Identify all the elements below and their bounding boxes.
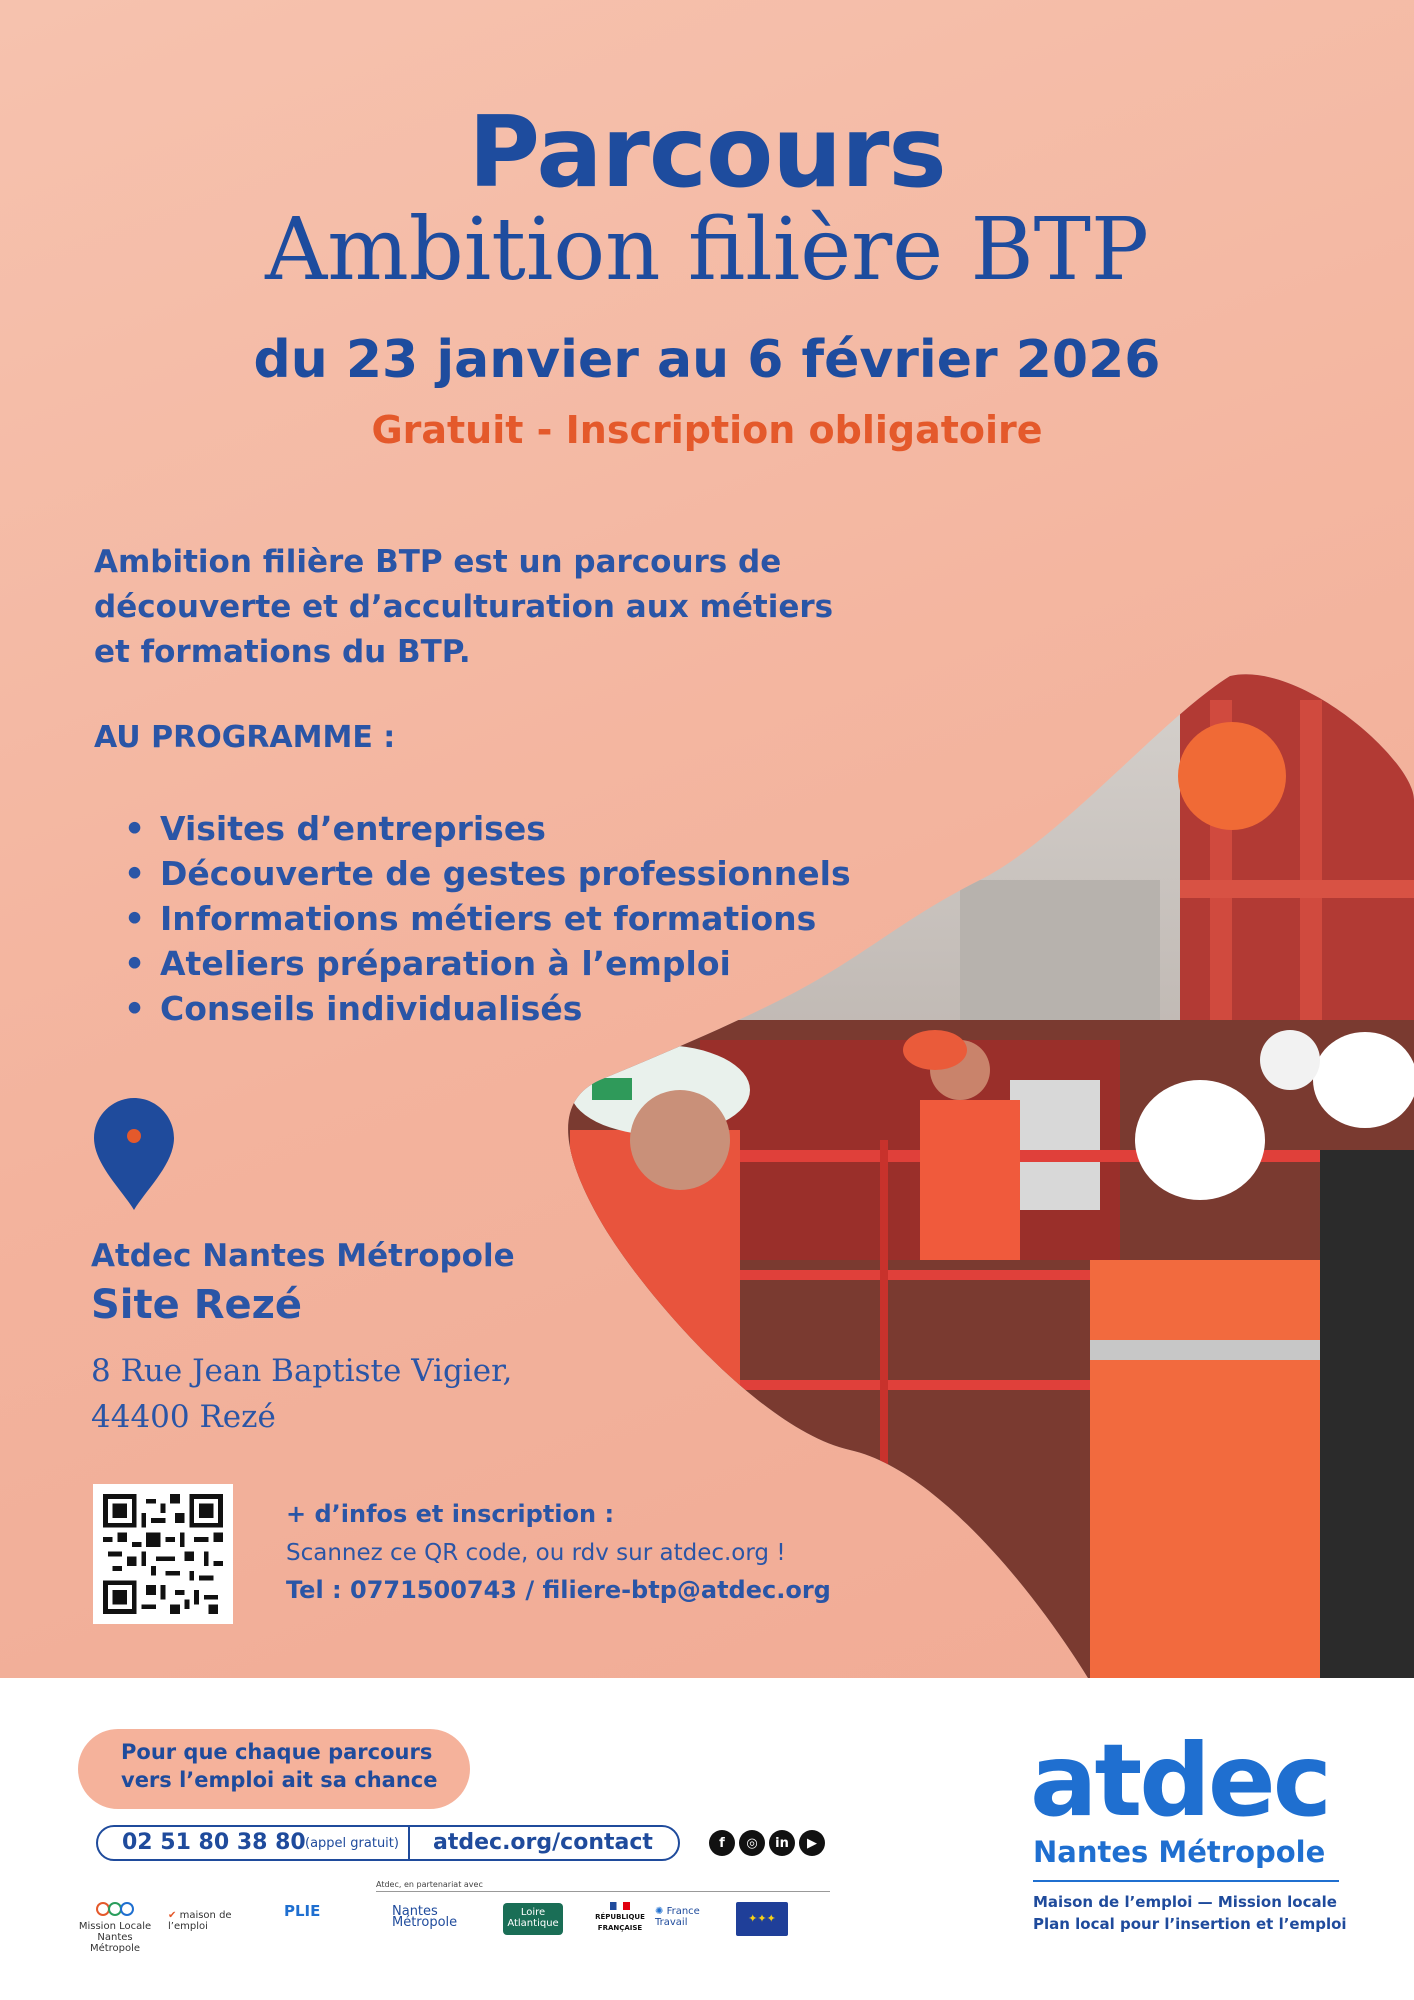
list-item: • Ateliers préparation à l’emploi: [124, 941, 851, 986]
brand-logo: atdec: [1030, 1722, 1329, 1839]
registration-note: Gratuit - Inscription obligatoire: [371, 408, 1043, 452]
social-links: [709, 1830, 825, 1856]
slogan-line2: vers l’emploi ait sa chance: [121, 1768, 438, 1792]
list-item: • Découverte de gestes professionnels: [124, 851, 851, 896]
list-item: • Informations métiers et formations: [124, 896, 851, 941]
logo-maison-emploi: [168, 1910, 268, 1932]
instagram-icon[interactable]: ◎: [739, 1830, 765, 1856]
program-list: [124, 806, 851, 1031]
logo-nantes-metropole: [392, 1906, 488, 1928]
logo-plie: [284, 1902, 354, 1920]
partner-note: Atdec, en partenariat avec: [376, 1880, 483, 1889]
website-link[interactable]: atdec.org/contact: [433, 1830, 653, 1855]
loire-atlantique-label: Loire Atlantique: [507, 1907, 559, 1929]
qr-code[interactable]: [93, 1484, 233, 1624]
contact-divider: [408, 1825, 410, 1861]
address: [91, 1348, 512, 1440]
facebook-icon[interactable]: f: [709, 1830, 735, 1856]
info-heading: + d’infos et inscription :: [286, 1500, 615, 1528]
france-travail-label: France Travail: [655, 1906, 700, 1928]
event-dates: du 23 janvier au 6 février 2026: [253, 330, 1161, 390]
phone-number[interactable]: 02 51 80 38 80: [122, 1830, 306, 1855]
info-contact[interactable]: Tel : 0771500743 / filiere-btp@atdec.org: [286, 1576, 831, 1604]
list-item: • Conseils individualisés: [124, 986, 851, 1031]
linkedin-icon[interactable]: in: [769, 1830, 795, 1856]
slogan-line1: Pour que chaque parcours: [121, 1740, 433, 1764]
youtube-icon[interactable]: ▶: [799, 1830, 825, 1856]
organization-name: Atdec Nantes Métropole: [91, 1238, 515, 1274]
nantes-metropole-label: Nantes Métropole: [392, 1904, 458, 1930]
orange-dot-decoration: [1178, 722, 1286, 830]
phone-note: (appel gratuit): [305, 1836, 399, 1851]
address-line2: 44400 Rezé: [91, 1399, 276, 1435]
address-line1: 8 Rue Jean Baptiste Vigier,: [91, 1353, 513, 1389]
list-item: • Visites d’entreprises: [124, 806, 851, 851]
brand-divider: [1033, 1880, 1339, 1882]
france-travail-icon: ✺: [655, 1906, 664, 1917]
brand-tagline-2: Plan local pour l’insertion et l’emploi: [1033, 1915, 1347, 1933]
logo-france-travail: [655, 1906, 725, 1928]
maison-emploi-icon: ✔: [168, 1910, 177, 1921]
logo-mission-locale: [74, 1900, 156, 1954]
brand-subtitle: Nantes Métropole: [1033, 1835, 1326, 1869]
info-scan: Scannez ce QR code, ou rdv sur atdec.org !: [286, 1540, 786, 1566]
mission-locale-icon: [95, 1900, 135, 1918]
republique-label: RÉPUBLIQUE FRANÇAISE: [595, 1913, 645, 1932]
maison-emploi-label: maison de l’emploi: [168, 1910, 232, 1932]
brand-tagline-1: Maison de l’emploi — Mission locale: [1033, 1893, 1337, 1911]
eu-flag-icon: ✦✦✦: [736, 1902, 788, 1936]
logo-republique-francaise: [590, 1902, 650, 1934]
title-parcours: Parcours: [468, 96, 946, 210]
plie-label: PLIE: [284, 1902, 321, 1920]
slogan-pill: [78, 1729, 470, 1809]
title-ambition: Ambition filière BTP: [265, 200, 1149, 300]
program-heading: AU PROGRAMME :: [94, 720, 396, 755]
site-name: Site Rezé: [91, 1282, 303, 1328]
logo-loire-atlantique: [503, 1903, 563, 1935]
location-pin-icon: [94, 1098, 174, 1210]
partner-divider: [376, 1891, 830, 1892]
qr-code-pattern: [103, 1494, 223, 1614]
intro-paragraph: Ambition filière BTP est un parcours de découverte et d’acculturation aux métiers et formations du BTP.: [94, 544, 834, 670]
mission-locale-label: Mission Locale Nantes Métropole: [78, 1921, 152, 1954]
french-flag-icon: [610, 1902, 630, 1910]
